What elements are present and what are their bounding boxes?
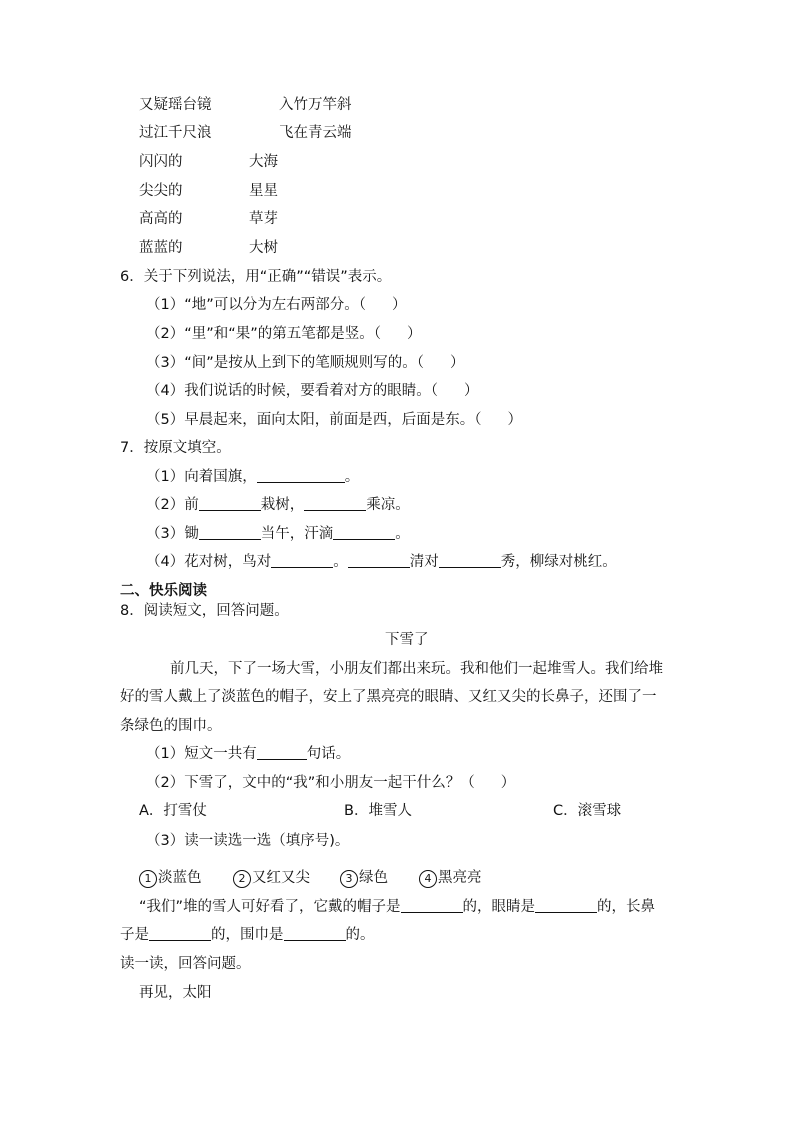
match-right: 飞在青云端 [279, 125, 352, 141]
q6-item: （4）我们说话的时候，要看着对方的眼睛。（ ） [146, 383, 479, 399]
q6-item: （5）早晨起来，面向太阳，前面是西，后面是东。（ ） [146, 412, 522, 428]
match-left: 过江千尺浪 [139, 125, 212, 141]
fill-line-2: 子是 的，围巾是 的。 [120, 927, 375, 943]
match-right: 大树 [249, 240, 278, 256]
answer-blank[interactable] [439, 553, 501, 568]
fill-line-1: “我们”堆的雪人可好看了，它戴的帽子是 的，眼睛是 的，长鼻 [139, 899, 656, 915]
passage-title: 下雪了 [385, 632, 429, 648]
q7-line-1: （1）向着国旗， 。 [146, 469, 360, 485]
answer-blank[interactable] [271, 553, 333, 568]
choice-1: 1 淡蓝色 [139, 869, 202, 888]
choice-4: 4 黑亮亮 [419, 869, 482, 888]
passage-line: 条绿色的围巾。 [120, 718, 222, 734]
question-6-stem: 6．关于下列说法，用“正确”“错误”表示。 [120, 269, 392, 285]
q8-sub-1: （1）短文一共有 句话。 [146, 746, 351, 762]
option-c[interactable]: C．滚雪球 [553, 803, 622, 819]
match-right: 大海 [249, 154, 278, 170]
answer-blank[interactable] [149, 926, 211, 941]
match-right: 草芽 [249, 211, 278, 227]
answer-blank[interactable] [257, 468, 345, 483]
option-a[interactable]: A．打雪仗 [139, 803, 207, 819]
question-7-stem: 7．按原文填空。 [120, 440, 231, 456]
answer-blank[interactable] [304, 496, 366, 511]
choice-3: 3 绿色 [340, 869, 388, 888]
answer-blank[interactable] [199, 525, 261, 540]
option-b[interactable]: B．堆雪人 [344, 803, 412, 819]
q7-line-2: （2）前 栽树， 乘凉。 [146, 497, 410, 513]
match-right: 入竹万竿斜 [279, 97, 352, 113]
q7-line-4: （4）花对树，鸟对 。 清对 秀，柳绿对桃红。 [146, 554, 617, 570]
match-right: 星星 [249, 183, 278, 199]
match-left: 闪闪的 [139, 154, 183, 170]
passage-title: 再见，太阳 [139, 985, 212, 1001]
answer-blank[interactable] [535, 898, 597, 913]
q6-item: （2）“里”和“果”的第五笔都是竖。（ ） [146, 326, 422, 342]
section-heading: 二、快乐阅读 [120, 583, 207, 599]
match-left: 又疑瑶台镜 [139, 97, 212, 113]
passage-line: 前几天，下了一场大雪，小朋友们都出来玩。我和他们一起堆雪人。我们给堆 [170, 661, 663, 677]
q8-sub-3: （3）读一读选一选（填序号)。 [146, 833, 350, 849]
passage-line: 好的雪人戴上了淡蓝色的帽子，安上了黑亮亮的眼睛、又红又尖的长鼻子，还围了一 [120, 689, 657, 705]
answer-blank[interactable] [333, 525, 395, 540]
question-8-stem: 8．阅读短文，回答问题。 [120, 603, 289, 619]
q6-item: （3）“间”是按从上到下的笔顺规则写的。（ ） [146, 355, 465, 371]
match-left: 蓝蓝的 [139, 240, 183, 256]
q8-sub-2: （2）下雪了，文中的“我”和小朋友一起干什么？（ ） [146, 775, 516, 791]
choice-2: 2 又红又尖 [233, 869, 310, 888]
answer-blank[interactable] [284, 926, 346, 941]
q6-item: （1）“地”可以分为左右两部分。（ ） [146, 297, 407, 313]
answer-blank[interactable] [199, 496, 261, 511]
answer-blank[interactable] [401, 898, 463, 913]
answer-blank[interactable] [257, 745, 307, 760]
match-left: 高高的 [139, 211, 183, 227]
match-left: 尖尖的 [139, 183, 183, 199]
q7-line-3: （3）锄 当午，汗滴 。 [146, 526, 410, 542]
question-9-stem: 读一读，回答问题。 [120, 956, 251, 972]
answer-blank[interactable] [348, 553, 410, 568]
